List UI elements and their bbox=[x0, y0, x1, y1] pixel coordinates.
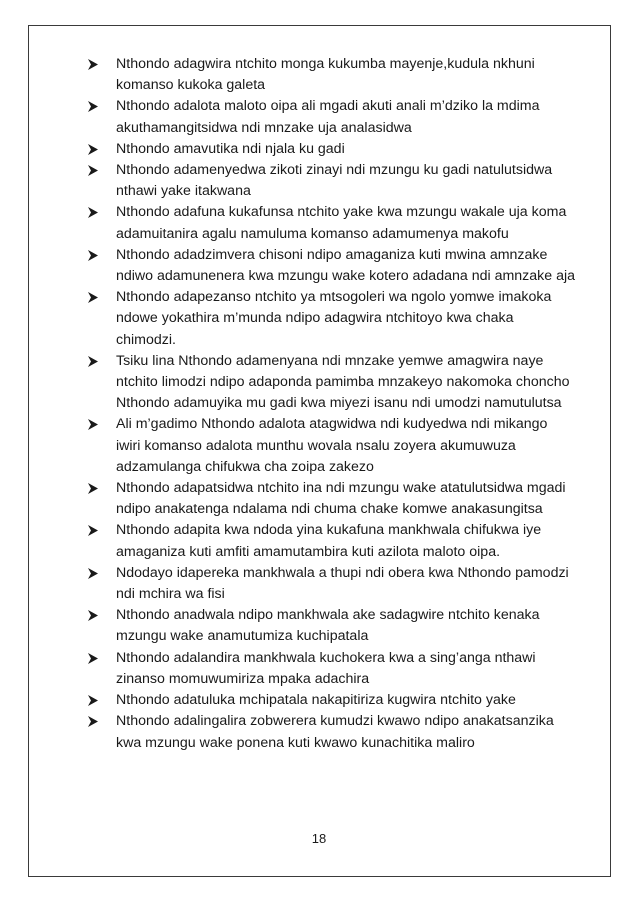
arrowhead-bullet-icon bbox=[88, 695, 98, 706]
list-item-text-line: ndipo anakatenga ndalama ndi chuma chake komwe anakasungitsa bbox=[116, 501, 543, 518]
list-item bbox=[86, 245, 586, 287]
arrowhead-bullet-icon bbox=[88, 101, 98, 112]
list-item-text-line: komanso kukoka galeta bbox=[116, 77, 266, 94]
list-item-text-line: ndowe yokathira m’munda ndipo adagwira ntchitoyo kwa chaka bbox=[116, 310, 514, 327]
list-item bbox=[86, 690, 586, 711]
list-item-text-line: ntchito limodzi ndipo adaponda pamimba mnzakeyo nakomoka choncho bbox=[116, 374, 570, 391]
arrowhead-bullet-icon bbox=[88, 207, 98, 218]
list-item bbox=[86, 54, 586, 96]
list-item bbox=[86, 648, 586, 690]
list-item-text-line: chimodzi. bbox=[116, 331, 176, 348]
arrowhead-bullet-icon bbox=[88, 250, 98, 261]
list-item-text-line: akuthamangitsidwa ndi mnzake uja analasidwa bbox=[116, 119, 412, 136]
list-item-text-line: iwiri komanso adalota munthu wovala nsalu zoyera akumuwuza bbox=[116, 437, 516, 454]
list-item-text-line: amaganiza kuti amfiti amamutambira kuti azilota maloto oipa. bbox=[116, 543, 501, 560]
list-item bbox=[86, 160, 586, 202]
arrowhead-bullet-icon bbox=[88, 165, 98, 176]
list-item-text-line: zinanso momuwumiriza mpaka adachira bbox=[116, 670, 370, 687]
list-item-text-line: Ali m’gadimo Nthondo adalota atagwidwa ndi kudyedwa ndi mikango bbox=[116, 416, 548, 433]
list-item-text-line: Nthondo anadwala ndipo mankhwala ake sadagwire ntchito kenaka bbox=[116, 607, 540, 624]
list-item bbox=[86, 478, 586, 520]
list-item bbox=[86, 520, 586, 562]
list-item-text-line: Nthondo adalota maloto oipa ali mgadi akuti anali m’dziko la mdima bbox=[116, 98, 540, 115]
list-item-text-line: Nthondo adapezanso ntchito ya mtsogoleri wa ngolo yomwe imakoka bbox=[116, 289, 552, 306]
list-item-text-line: nthawi yake itakwana bbox=[116, 183, 251, 200]
list-item bbox=[86, 202, 586, 244]
list-item-text-line: kwa mzungu wake ponena kuti kwawo kunachitika maliro bbox=[116, 734, 475, 751]
list-item-text-line: Nthondo adapatsidwa ntchito ina ndi mzungu wake atatulutsidwa mgadi bbox=[116, 480, 566, 497]
list-item-text-line: Nthondo amavutika ndi njala ku gadi bbox=[116, 140, 345, 157]
list-item-text-line: Nthondo adalandira mankhwala kuchokera kwa a sing’anga nthawi bbox=[116, 649, 536, 666]
arrowhead-bullet-icon bbox=[88, 610, 98, 621]
list-item bbox=[86, 711, 586, 753]
arrowhead-bullet-icon bbox=[88, 292, 98, 303]
list-item bbox=[86, 563, 586, 605]
arrowhead-bullet-icon bbox=[88, 525, 98, 536]
list-item-text-line: Nthondo adatuluka mchipatala nakapitiriza kugwira ntchito yake bbox=[116, 692, 516, 709]
list-item-text-line: mzungu wake anamutumiza kuchipatala bbox=[116, 628, 369, 645]
arrowhead-bullet-icon bbox=[88, 356, 98, 367]
list-item-text-line: Nthondo adamenyedwa zikoti zinayi ndi mzungu ku gadi natulutsidwa bbox=[116, 162, 553, 179]
list-item-text-line: Nthondo adapita kwa ndoda yina kukafuna mankhwala chifukwa iye bbox=[116, 522, 542, 539]
list-item-text-line: Tsiku lina Nthondo adamenyana ndi mnzake yemwe amagwira naye bbox=[116, 352, 544, 369]
list-item bbox=[86, 139, 586, 160]
list-item-text-line: ndi mchira wa fisi bbox=[116, 586, 225, 603]
list-item-text-line: Nthondo adamuyika mu gadi kwa miyezi isanu ndi umodzi namutulutsa bbox=[116, 395, 562, 412]
list-item bbox=[86, 96, 586, 138]
list-item bbox=[86, 605, 586, 647]
list-item-text-line: Nthondo adagwira ntchito monga kukumba mayenje,kudula nkhuni bbox=[116, 56, 535, 72]
arrowhead-bullet-icon bbox=[88, 59, 98, 70]
list-item bbox=[86, 414, 586, 478]
arrowhead-bullet-icon bbox=[88, 483, 98, 494]
arrowhead-bullet-icon bbox=[88, 419, 98, 430]
list-item-text-line: Nthondo adalingalira zobwerera kumudzi kwawo ndipo anakatsanzika bbox=[116, 713, 554, 730]
list-item bbox=[86, 287, 586, 351]
arrowhead-bullet-icon bbox=[88, 716, 98, 727]
list-item-text-line: adzamulanga chifukwa cha zoipa zakezo bbox=[116, 458, 374, 475]
list-item-text-line: Ndodayo idapereka mankhwala a thupi ndi obera kwa Nthondo pamodzi bbox=[116, 564, 569, 581]
list-item-text-line: adamuitanira agalu namuluma komanso adamumenya makofu bbox=[116, 225, 509, 242]
arrowhead-bullet-icon bbox=[88, 144, 98, 155]
page-number: 18 bbox=[311, 831, 327, 846]
list-item bbox=[86, 351, 586, 415]
arrowhead-bullet-icon bbox=[88, 653, 98, 664]
arrowhead-bullet-icon bbox=[88, 568, 98, 579]
list-item-text-line: Nthondo adafuna kukafunsa ntchito yake kwa mzungu wakale uja koma bbox=[116, 204, 567, 221]
list-item-text-line: Nthondo adadzimvera chisoni ndipo amaganiza kuti mwina amnzake bbox=[116, 246, 548, 263]
bullet-list bbox=[86, 54, 586, 754]
list-item-text-line: ndiwo adamunenera kwa mzungu wake kotero adadana ndi amnzake aja bbox=[116, 268, 576, 285]
